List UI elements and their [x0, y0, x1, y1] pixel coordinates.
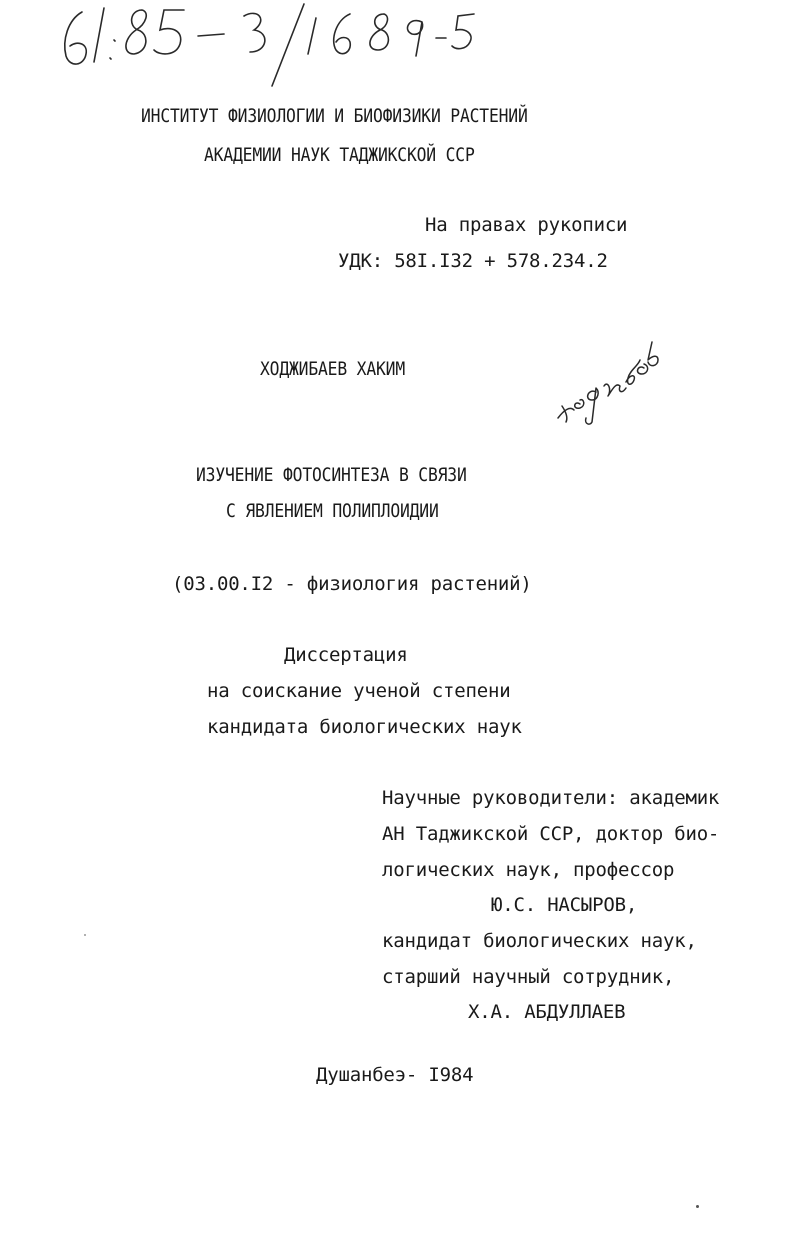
- handwritten-archive-number: [54, 0, 484, 92]
- supervisors-line2: АН Таджикской ССР, доктор био-: [382, 823, 720, 845]
- udc-code: УДК: 58I.I32 + 578.234.2: [338, 250, 608, 272]
- dissertation-title-line1: ИЗУЧЕНИЕ ФОТОСИНТЕЗА В СВЯЗИ: [196, 464, 467, 486]
- supervisor-name-1: Ю.С. НАСЫРОВ,: [491, 894, 638, 916]
- author-name: ХОДЖИБАЕВ ХАКИМ: [260, 358, 405, 380]
- scan-speck: [696, 1205, 699, 1208]
- supervisor-name-2: Х.А. АБДУЛЛАЕВ: [468, 1001, 626, 1023]
- degree-line: на соискание ученой степени: [207, 680, 511, 702]
- supervisors-line1: Научные руководители: академик: [382, 787, 720, 809]
- degree-field-line: кандидата биологических наук: [207, 716, 522, 738]
- supervisors-line4: кандидат биологических наук,: [382, 930, 697, 952]
- supervisors-line5: старший научный сотрудник,: [382, 966, 675, 988]
- institute-name: ИНСТИТУТ ФИЗИОЛОГИИ И БИОФИЗИКИ РАСТЕНИЙ: [141, 105, 528, 127]
- place-and-year: Душанбеэ- I984: [316, 1064, 474, 1086]
- academy-name: АКАДЕМИИ НАУК ТАДЖИКСКОЙ ССР: [204, 144, 475, 166]
- dissertation-label: Диссертация: [284, 644, 408, 666]
- dissertation-title-line2: С ЯВЛЕНИЕМ ПОЛИПЛОИДИИ: [226, 500, 439, 522]
- scan-speck: [84, 934, 86, 936]
- manuscript-rights: На правах рукописи: [425, 214, 628, 236]
- author-signature: [552, 330, 664, 426]
- specialty-code: (03.00.I2 - физиология растений): [172, 573, 532, 595]
- supervisors-line3: логических наук, профессор: [382, 859, 675, 881]
